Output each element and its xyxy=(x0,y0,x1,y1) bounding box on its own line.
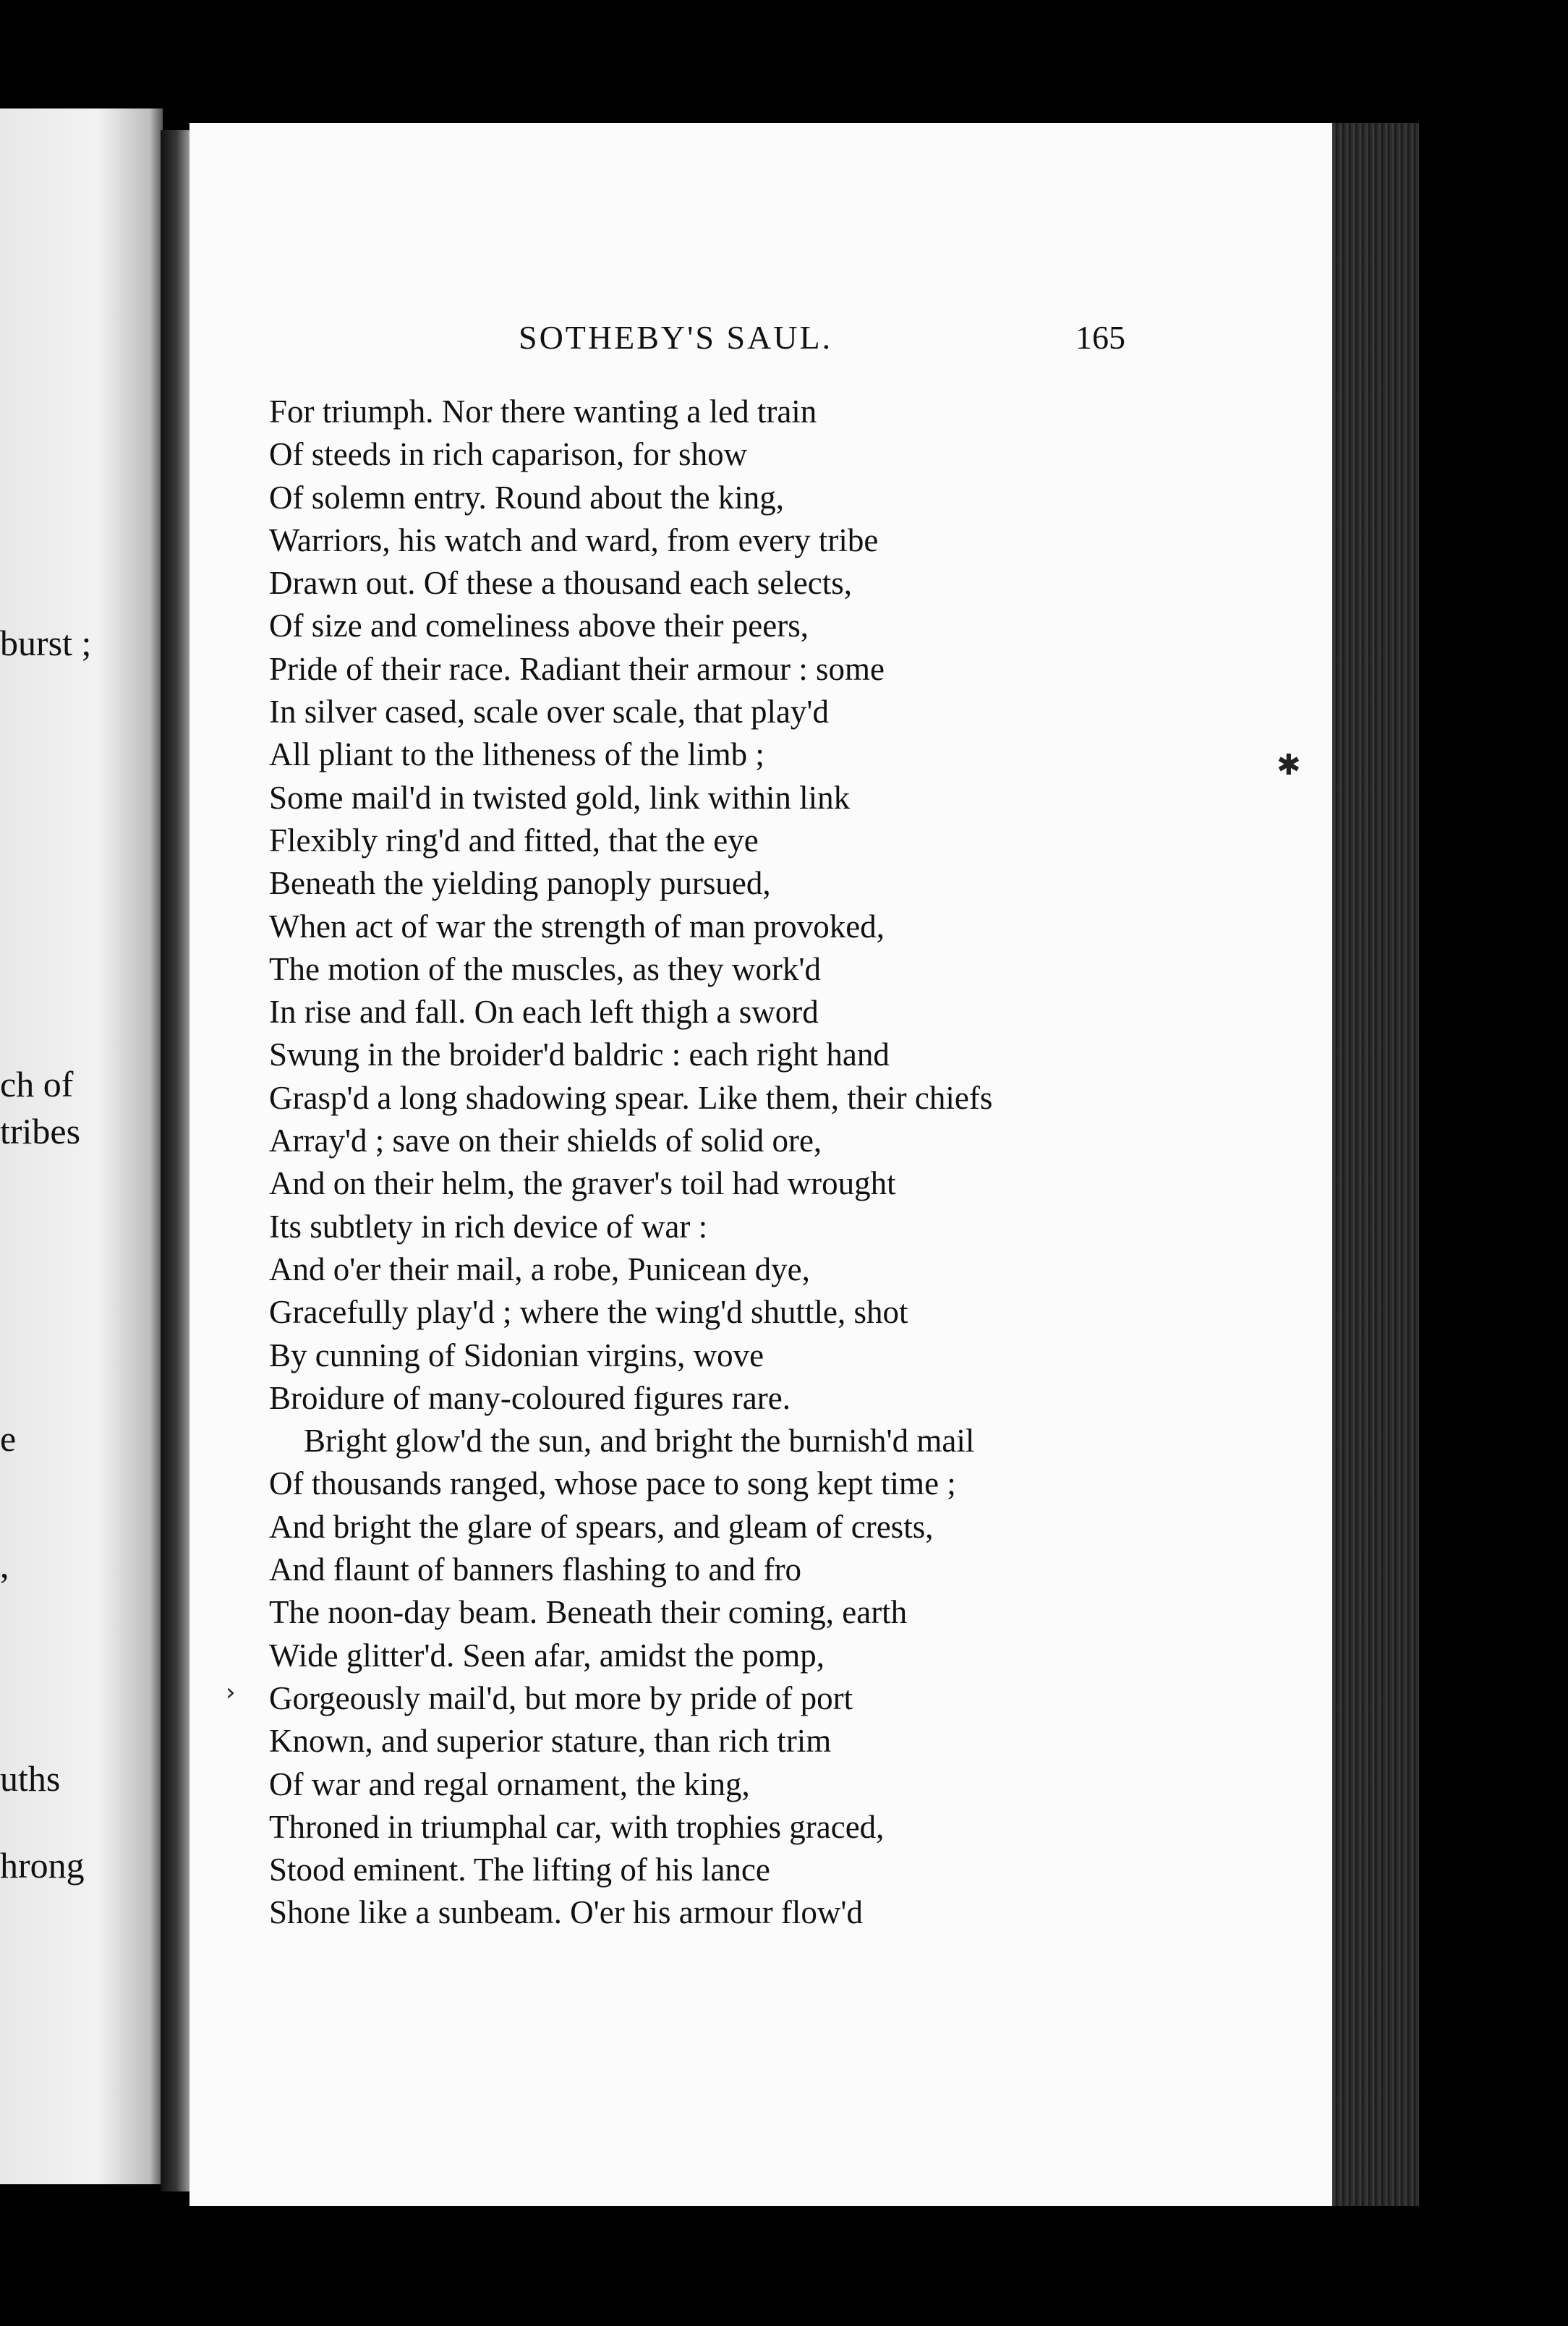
left-page-fragment: uths xyxy=(0,1758,61,1799)
page-block-edge xyxy=(1332,123,1419,2206)
poem-line: Known, and superior stature, than rich trim xyxy=(269,1723,832,1760)
poem-line: When act of war the strength of man provoked, xyxy=(269,908,885,945)
ink-blot-mark: ✱ xyxy=(1277,749,1301,782)
poem-line: In silver cased, scale over scale, that play'd xyxy=(269,694,830,730)
poem-line: Some mail'd in twisted gold, link within link xyxy=(269,779,851,816)
poem-line: Of solemn entry. Round about the king, xyxy=(269,479,784,516)
poem-line: All pliant to the litheness of the limb ; xyxy=(269,736,764,773)
poem-line: Throned in triumphal car, with trophies graced, xyxy=(269,1808,885,1845)
running-title: SOTHEBY'S SAUL. xyxy=(519,319,833,356)
poem-line: For triumph. Nor there wanting a led train xyxy=(269,393,817,430)
poem-line: Broidure of many-coloured figures rare. xyxy=(269,1379,791,1416)
poem-line: Pride of their race. Radiant their armour : some xyxy=(269,650,885,687)
poem-line: The motion of the muscles, as they work'd xyxy=(269,950,821,987)
poem-line: Drawn out. Of these a thousand each selects, xyxy=(269,565,852,602)
poem-line: Gorgeously mail'd, but more by pride of port xyxy=(269,1679,853,1716)
poem-line: Of size and comeliness above their peers, xyxy=(269,608,809,644)
poem-line: Of steeds in rich caparison, for show xyxy=(269,436,748,473)
poem-line: In rise and fall. On each left thigh a sword xyxy=(269,994,819,1031)
poem-line: Shone like a sunbeam. O'er his armour flow'd xyxy=(269,1894,864,1931)
poem-line: Array'd ; save on their shields of solid ore, xyxy=(269,1122,822,1159)
poem-line: Of war and regal ornament, the king, xyxy=(269,1765,750,1802)
poem-line: Stood eminent. The lifting of his lance xyxy=(269,1852,770,1888)
left-page-fragment: , xyxy=(0,1545,9,1585)
poem-line: By cunning of Sidonian virgins, wove xyxy=(269,1337,764,1373)
poem-line: Wide glitter'd. Seen afar, amidst the pomp, xyxy=(269,1637,825,1674)
poem-line: Bright glow'd the sun, and bright the burnish'd mail xyxy=(304,1423,975,1460)
poem-text xyxy=(269,391,992,1935)
poem-line: Of thousands ranged, whose pace to song kept time ; xyxy=(269,1465,956,1502)
poem-line: Beneath the yielding panoply pursued, xyxy=(269,865,771,902)
left-page-fragment: burst ; xyxy=(0,623,92,663)
pencil-margin-mark: › xyxy=(226,1678,236,1707)
poem-line: And o'er their mail, a robe, Punicean dye, xyxy=(269,1251,810,1287)
poem-line: And on their helm, the graver's toil had wrought xyxy=(269,1165,896,1202)
running-head xyxy=(189,318,1332,362)
left-facing-page xyxy=(0,108,163,2184)
poem-line: Flexibly ring'd and fitted, that the eye xyxy=(269,822,759,859)
poem-line: Grasp'd a long shadowing spear. Like them, their chiefs xyxy=(269,1079,993,1116)
poem-line: Swung in the broider'd baldric : each right hand xyxy=(269,1036,890,1073)
poem-line: Warriors, his watch and ward, from every tribe xyxy=(269,521,879,558)
poem-line: And bright the glare of spears, and gleam of crests, xyxy=(269,1508,934,1545)
poem-line: Its subtlety in rich device of war : xyxy=(269,1208,708,1245)
left-page-fragment: hrong xyxy=(0,1845,85,1886)
poem-line: And flaunt of banners flashing to and fro xyxy=(269,1551,802,1588)
poem-line: Gracefully play'd ; where the wing'd shuttle, shot xyxy=(269,1294,908,1331)
poem-line: The noon-day beam. Beneath their coming, earth xyxy=(269,1594,908,1631)
left-page-fragment: ch of xyxy=(0,1064,74,1104)
left-page-fragment: e xyxy=(0,1418,17,1459)
left-page-fragment: tribes xyxy=(0,1111,81,1151)
page-number: 165 xyxy=(1075,319,1125,356)
